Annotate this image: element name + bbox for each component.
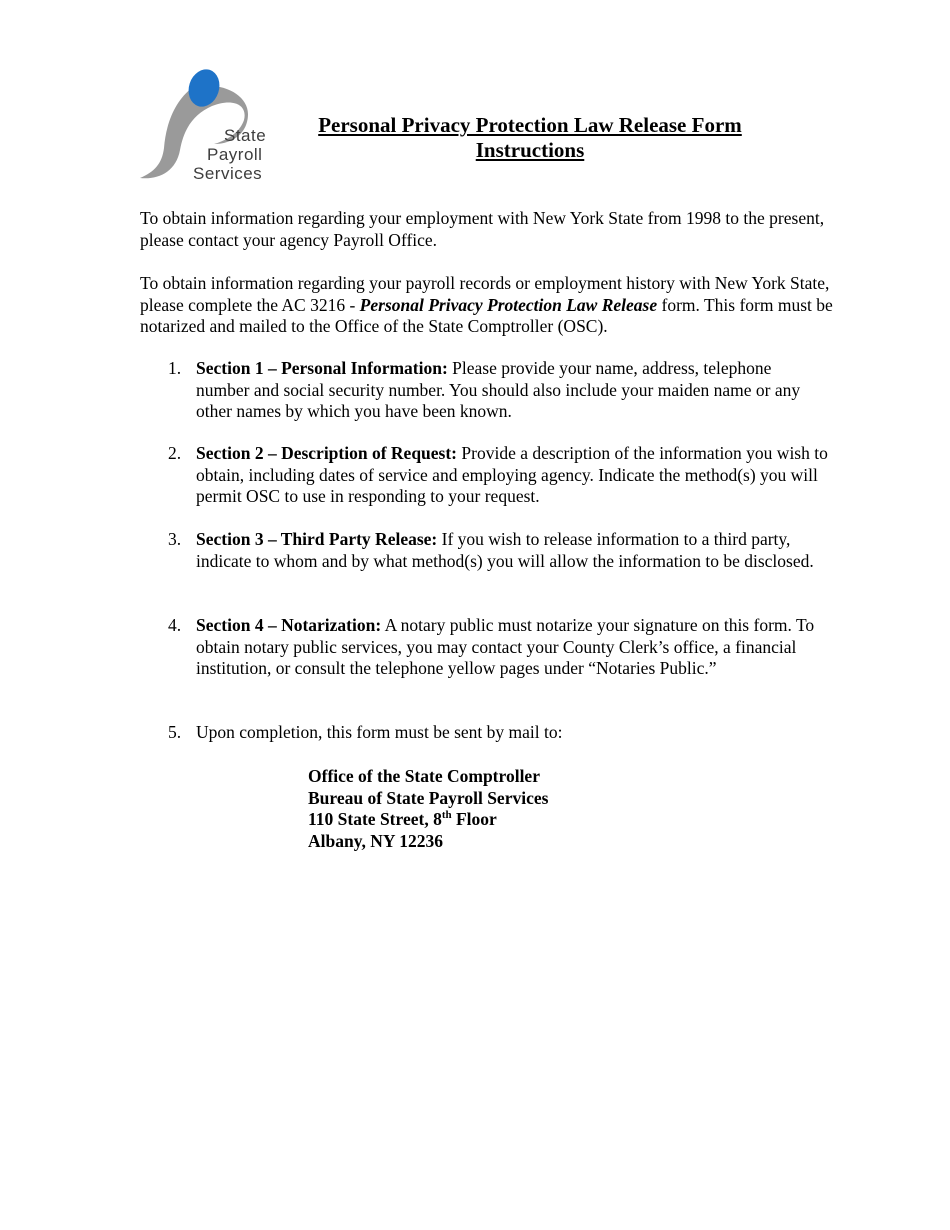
address-line-1: Office of the State Comptroller [308, 766, 540, 786]
list-item-text: A notary public must notarize your signature on this form. To obtain notary public services, you may contact your County Clerk’s office, a financial institution, or consult the telephone yellow pages under “Notaries Public.” [196, 615, 815, 678]
mailing-address [308, 766, 548, 852]
title-line-1: Personal Privacy Protection Law Release Form [318, 113, 742, 137]
form-name-emphasis: Personal Privacy Protection Law Release [359, 294, 658, 315]
list-item-number: 1. [168, 358, 182, 378]
list-item-heading: Section 2 – Description of Request: [196, 443, 458, 463]
intro-2-text-before: To obtain information regarding your payroll records or employment history with New York State, please complete the AC 3216 - [140, 273, 830, 315]
list-item-heading: Section 3 – Third Party Release: [196, 529, 438, 549]
title-line-2: Instructions [475, 138, 585, 162]
list-item-number: 3. [168, 529, 182, 549]
list-item-text: Provide a description of the information you wish to obtain, including dates of service and employing agency. Indicate the method(s) you will permit OSC to use in responding to your request. [196, 443, 828, 506]
intro-paragraph-1: To obtain information regarding your employment with New York State from 1998 to the present, please contact your agency Payroll Office. [140, 208, 825, 250]
page-title [300, 113, 760, 163]
list-item-text: Upon completion, this form must be sent by mail to: [196, 722, 563, 742]
list-item-section-4 [168, 615, 828, 680]
address-floor-suffix: th [441, 809, 452, 821]
list-item-text: Please provide your name, address, telephone number and social security number. You should also include your maiden name or any other names by which you have been known. [196, 358, 801, 421]
list-item-section-1 [168, 358, 828, 423]
list-item-section-2 [168, 443, 828, 508]
logo-text-state: State [224, 126, 267, 145]
list-item-number: 2. [168, 443, 182, 463]
intro-2-text-after: form. This form must be notarized and mailed to the Office of the State Comptroller (OSC). [140, 294, 833, 336]
list-item-number: 4. [168, 615, 182, 635]
logo-text-services: Services [193, 164, 263, 183]
intro-paragraph-2 [140, 273, 840, 338]
address-floor: Floor [451, 809, 497, 829]
list-item-section-3 [168, 529, 828, 572]
list-item-heading: Section 1 – Personal Information: [196, 358, 448, 378]
address-street: 110 State Street, 8 [308, 809, 442, 829]
address-line-3 [308, 809, 548, 831]
address-line-2: Bureau of State Payroll Services [308, 787, 549, 808]
logo-text-payroll: Payroll [207, 145, 263, 164]
list-item-number: 5. [168, 722, 182, 742]
list-item-text: If you wish to release information to a third party, indicate to whom and by what method(s) you will allow the information to be disclosed. [196, 529, 814, 571]
address-line-4: Albany, NY 12236 [308, 830, 444, 851]
state-payroll-services-logo [136, 66, 286, 184]
list-item-heading: Section 4 – Notarization: [196, 615, 382, 635]
list-item-mailing [168, 722, 828, 744]
